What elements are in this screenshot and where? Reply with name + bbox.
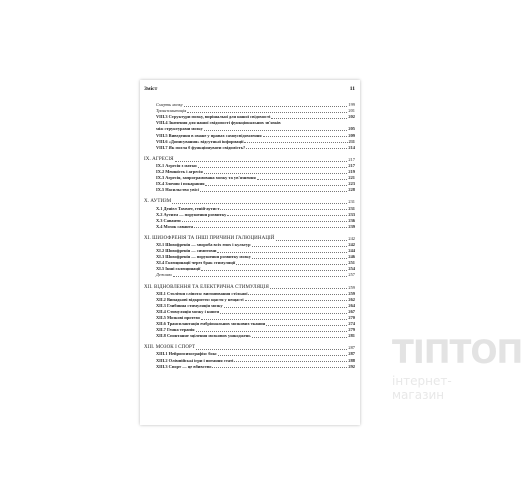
toc-entry-title: VIII.5 Виведення в омане у правах самоусвідомлення bbox=[156, 132, 262, 138]
toc-entry-page: 274 bbox=[348, 321, 355, 327]
book-page bbox=[140, 80, 360, 425]
toc-entry-page: 279 bbox=[348, 327, 355, 333]
toc-entry-page: 199 bbox=[348, 102, 355, 108]
toc-entry-leader bbox=[201, 270, 347, 271]
toc-entry-leader bbox=[182, 221, 348, 222]
toc-entry-title: Дежавю bbox=[156, 272, 172, 278]
toc-entry-page: 217 bbox=[348, 156, 355, 162]
toc-entry-leader bbox=[270, 288, 347, 289]
toc-entry-page: 254 bbox=[348, 266, 355, 272]
toc-entry-leader bbox=[227, 215, 347, 216]
toc-entry-title: VIII.6 «Дописування» відсутньої інформації bbox=[156, 138, 244, 144]
toc-entry-title: X.4 Мозок саванта bbox=[156, 223, 194, 229]
toc-entry-title: між структурами мозку bbox=[156, 126, 203, 132]
toc-entry-title: XI. ШИЗОФРЕНІЯ ТА ІНШІ ПРИЧИНИ ГАЛЮЦИНАЦІЙ bbox=[144, 235, 275, 241]
toc-entry-page: 209 bbox=[348, 132, 355, 138]
toc-entry-leader bbox=[252, 337, 348, 338]
toc-entry-leader bbox=[244, 142, 347, 143]
toc-entry bbox=[144, 224, 355, 230]
toc-entry-page: 287 bbox=[348, 345, 355, 351]
toc-entry-title: VIII.4 Значення для нашої свідомості функціональних зв'язків bbox=[156, 120, 281, 126]
toc-entry-title: Трансплантація bbox=[156, 108, 187, 114]
store-watermark bbox=[392, 332, 522, 402]
toc-entry-title: XII.6 Трансплантація ембріональних мозкових тканин bbox=[156, 321, 266, 327]
toc-entry-leader bbox=[200, 191, 348, 192]
running-head: Зміст bbox=[144, 86, 158, 92]
toc-entry-title: XI.5 Інші галюцинації bbox=[156, 266, 201, 272]
toc-entry-leader bbox=[196, 331, 348, 332]
toc-entry-title: XI.2 Шизофренія — симптоми bbox=[156, 248, 217, 254]
toc-entry-leader bbox=[194, 227, 347, 228]
toc-entry-page: 242 bbox=[348, 235, 355, 241]
toc-entry-page: 244 bbox=[348, 248, 355, 254]
toc-entry-title: XII.5 Мозкові протези bbox=[156, 315, 200, 320]
toc-entry-leader bbox=[204, 173, 348, 174]
toc-entry-leader bbox=[252, 258, 347, 259]
toc-entry-title: IX.3 Агресія, запрограмована мозку та ув'язнення bbox=[156, 175, 256, 181]
toc-entry-leader bbox=[187, 112, 347, 113]
toc-entry-page: 257 bbox=[348, 272, 355, 278]
toc-entry-title: IX.2 Меншість і агресія bbox=[156, 169, 203, 175]
toc-entry-page: 214 bbox=[348, 144, 355, 150]
toc-entry bbox=[144, 272, 355, 278]
toc-entry-leader bbox=[212, 367, 347, 368]
toc-entry-title: XII.7 Генна терапія bbox=[156, 327, 195, 333]
toc-entry-title: XI.3 Шизофренія — порушення розвитку мозку bbox=[156, 254, 251, 260]
toc-entry bbox=[144, 364, 355, 370]
toc-entry-leader bbox=[220, 313, 347, 314]
toc-entry-page: 221 bbox=[348, 175, 355, 181]
toc-entry-title: Смерть мозку bbox=[156, 102, 183, 108]
toc-entry-title: X.2 Аутизм — порушення розвитку bbox=[156, 211, 227, 217]
toc-entry-leader bbox=[266, 325, 347, 326]
toc-entry-page: 202 bbox=[348, 114, 355, 120]
toc-entry-leader bbox=[196, 349, 347, 350]
toc-entry-title: IX. АГРЕСІЯ bbox=[144, 156, 174, 162]
toc-entry-title: XI.4 Галюцинації через брак стимуляції bbox=[156, 260, 236, 266]
toc-entry-page: 233 bbox=[348, 211, 355, 217]
toc-entry-page: 251 bbox=[348, 260, 355, 266]
toc-entry-leader bbox=[217, 252, 347, 253]
toc-entry-page: 217 bbox=[348, 162, 355, 168]
toc-entry-title: XI.1 Шизофренія — хвороба всіх епох і культур bbox=[156, 241, 251, 247]
toc-entry bbox=[144, 187, 355, 193]
toc-entry-page: 231 bbox=[348, 199, 355, 205]
toc-entry-page: 242 bbox=[348, 241, 355, 247]
toc-entry-title: XIII. МОЗОК І СПОРТ bbox=[144, 345, 196, 351]
toc-entry-leader bbox=[173, 276, 348, 277]
toc-entry-leader bbox=[184, 106, 348, 107]
toc-entry-page: 292 bbox=[348, 363, 355, 369]
toc-entry-page: 228 bbox=[348, 187, 355, 193]
toc-entry-page: 231 bbox=[348, 205, 355, 211]
toc-entry-page: 262 bbox=[348, 296, 355, 302]
toc-entry-title: IX.1 Агресія з матки bbox=[156, 162, 197, 168]
table-of-contents bbox=[144, 102, 355, 370]
toc-entry-leader bbox=[234, 361, 347, 362]
toc-entry-leader bbox=[263, 136, 348, 137]
toc-entry-page: 219 bbox=[348, 169, 355, 175]
toc-entry-leader bbox=[175, 161, 348, 162]
toc-entry-title: XIII.1 Нейропсихографія: бокс bbox=[156, 351, 217, 357]
toc-entry-leader bbox=[276, 240, 348, 241]
toc-entry-title: XIII.2 Олімпійські ігри і питання статі bbox=[156, 357, 234, 363]
toc-entry-title: XII.8 Спонтанне зцілення мозкових ушкоджень bbox=[156, 333, 251, 339]
watermark-subtitle: інтернет-магазин bbox=[392, 374, 452, 402]
toc-entry-page: 211 bbox=[348, 138, 355, 144]
toc-entry-page: 201 bbox=[348, 108, 355, 114]
toc-entry-page: 287 bbox=[348, 351, 355, 357]
toc-entry-page: 281 bbox=[348, 333, 355, 339]
toc-entry-title: X. АУТИЗМ bbox=[144, 199, 172, 205]
page-number: 11 bbox=[349, 86, 355, 92]
toc-entry-leader bbox=[204, 130, 348, 131]
toc-entry-title: VIII.7 Як могла б функціонувати свідомість? bbox=[156, 144, 246, 150]
toc-entry-leader bbox=[205, 185, 347, 186]
toc-entry-leader bbox=[172, 203, 347, 204]
toc-entry-title: XII.2 Випадкові відкриття: щастя у нещасті bbox=[156, 296, 244, 302]
toc-entry-title: XIII.3 Спорт — це вбивство bbox=[156, 363, 212, 369]
toc-entry-page: 270 bbox=[348, 315, 355, 320]
toc-entry-leader bbox=[246, 148, 347, 149]
toc-entry-page: 205 bbox=[348, 126, 355, 132]
toc-entry bbox=[144, 145, 355, 151]
toc-entry-leader bbox=[201, 319, 348, 320]
page-content bbox=[144, 86, 355, 421]
toc-entry bbox=[144, 333, 355, 339]
toc-entry-title: XII.1 Столітня сліпота: вигонювання стільної bbox=[156, 290, 248, 296]
toc-entry-leader bbox=[218, 355, 347, 356]
toc-entry-leader bbox=[271, 118, 347, 119]
toc-entry-title: IX.5 Насильство увісі bbox=[156, 187, 199, 193]
toc-entry-leader bbox=[224, 307, 348, 308]
toc-entry-leader bbox=[248, 294, 347, 295]
toc-entry-title: VIII.3 Структури мозку, вирішальні для нашої свідомості bbox=[156, 114, 271, 120]
toc-entry-page: 264 bbox=[348, 302, 355, 308]
toc-entry-page: 288 bbox=[348, 357, 355, 363]
toc-entry-title: IX.4 Злочин і покарання bbox=[156, 181, 205, 187]
toc-entry-page: 223 bbox=[348, 181, 355, 187]
toc-entry-leader bbox=[245, 300, 348, 301]
toc-entry-leader bbox=[198, 167, 348, 168]
watermark-logo: ТІПТОП bbox=[392, 333, 522, 371]
toc-entry-title: XII.3 Глибинна стимуляція мозку bbox=[156, 302, 223, 308]
toc-entry-page: 267 bbox=[348, 308, 355, 314]
toc-entry-title: X.3 Саванти bbox=[156, 217, 181, 223]
toc-entry-page: 259 bbox=[348, 290, 355, 296]
toc-entry-page: 259 bbox=[348, 284, 355, 290]
toc-entry-title: XII. ВІДНОВЛЕННЯ ТА ЕЛЕКТРИЧНА СТИМУЛЯЦІЯ bbox=[144, 284, 269, 290]
toc-entry-leader bbox=[220, 209, 347, 210]
toc-entry-leader bbox=[257, 179, 348, 180]
toc-entry-title: XII.4 Стимуляція мозку і книги bbox=[156, 308, 219, 314]
toc-entry-page: 246 bbox=[348, 254, 355, 260]
page-header bbox=[144, 86, 355, 96]
toc-entry-page: 239 bbox=[348, 223, 355, 229]
toc-entry-leader bbox=[252, 246, 348, 247]
toc-entry-title: X.1 Деніел Таммет, геній-аутист bbox=[156, 205, 220, 211]
toc-entry-leader bbox=[236, 264, 347, 265]
toc-entry-page: 236 bbox=[348, 217, 355, 223]
